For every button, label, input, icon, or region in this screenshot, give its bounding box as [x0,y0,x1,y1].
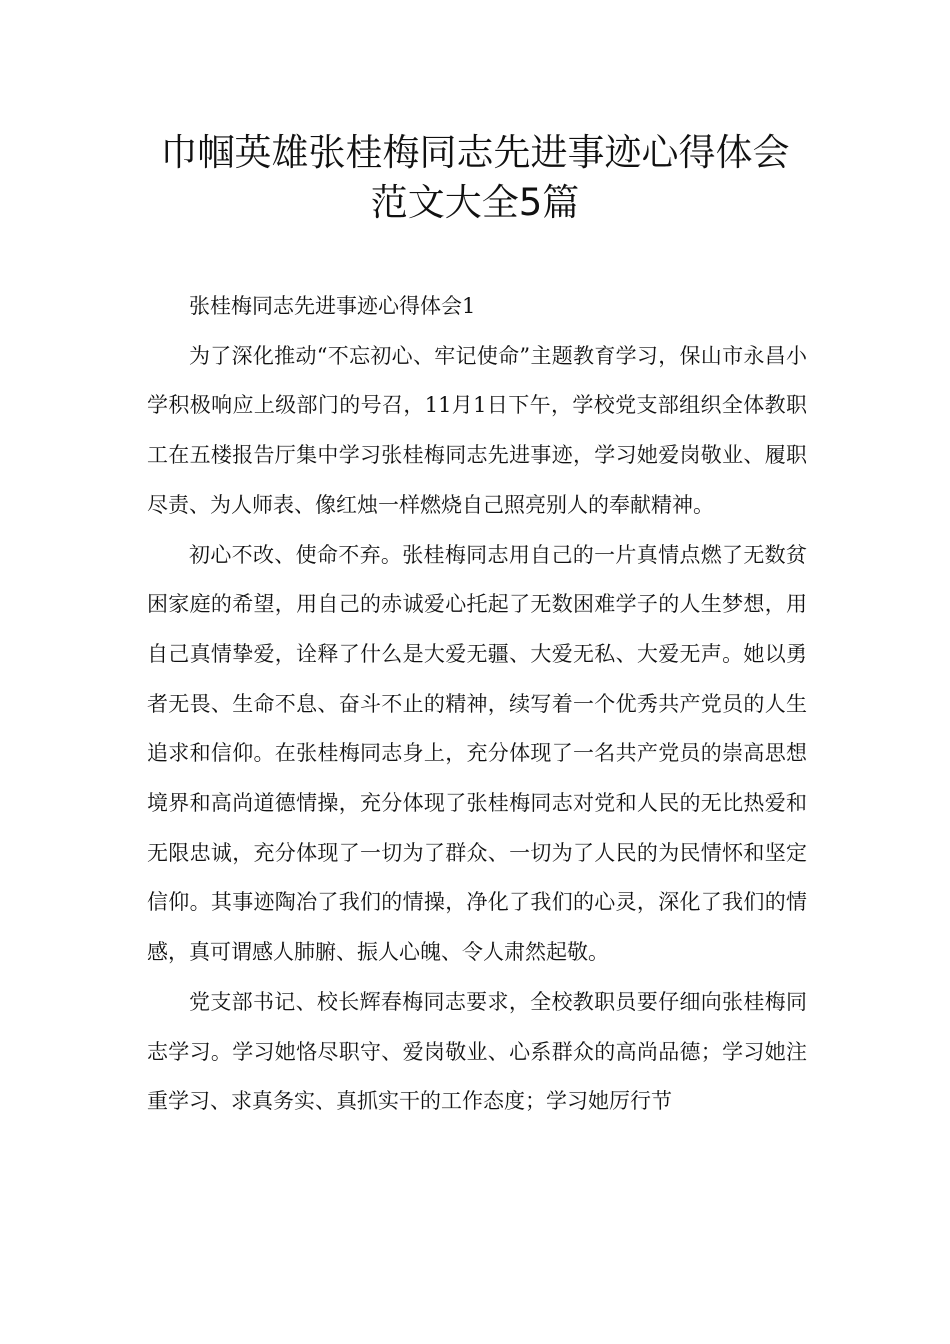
paragraph-2: 初心不改、使命不弃。张桂梅同志用自己的一片真情点燃了无数贫困家庭的希望，用自己的赤诚爱心托起了无数困难学子的人生梦想，用自己真情挚爱，诠释了什么是大爱无疆、大爱无私、大爱无声。她以勇者无畏、生命不息、奋斗不止的精神，续写着一个优秀共产党员的人生追求和信仰。在张桂梅同志身上，充分体现了一名共产党员的崇高思想境界和高尚道德情操，充分体现了张桂梅同志对党和人民的无比热爱和无限忠诚，充分体现了一切为了群众、一切为了人民的为民情怀和坚定信仰。其事迹陶冶了我们的情操，净化了我们的心灵，深化了我们的情感，真可谓感人肺腑、振人心魄、令人肃然起敬。 [147,542,807,965]
document-body [147,282,807,1127]
paragraph-3: 党支部书记、校长辉春梅同志要求，全校教职员要仔细向张桂梅同志学习。学习她恪尽职守、爱岗敬业、心系群众的高尚品德；学习她注重学习、求真务实、真抓实干的工作态度；学习她厉行节 [147,989,807,1114]
section-heading: 张桂梅同志先进事迹心得体会1 [189,294,476,318]
document-title-line-2: 范文大全5篇 [370,181,580,224]
document-title-line-1: 巾帼英雄张桂梅同志先进事迹心得体会 [160,131,790,174]
paragraph-1: 为了深化推动“不忘初心、牢记使命”主题教育学习，保山市永昌小学积极响应上级部门的号召，11月1日下午，学校党支部组织全体教职工在五楼报告厅集中学习张桂梅同志先进事迹，学习她爱岗敬业、履职尽责、为人师表、像红烛一样燃烧自己照亮别人的奉献精神。 [147,343,807,517]
